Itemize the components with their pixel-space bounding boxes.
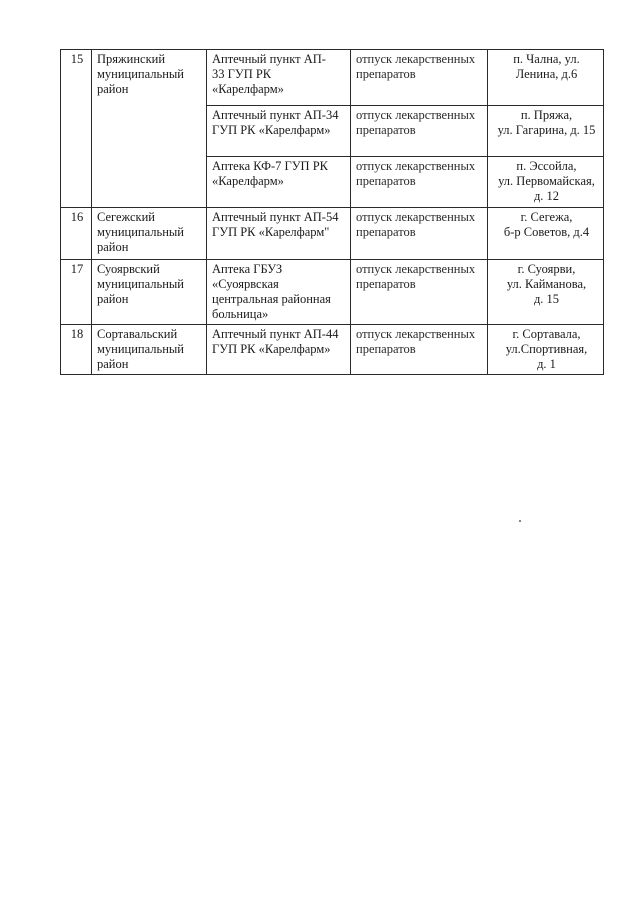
activity-line: отпуск лекарственных xyxy=(356,327,476,341)
activity-cell xyxy=(351,50,488,106)
activity-line: отпуск лекарственных xyxy=(356,159,476,173)
district-cell xyxy=(92,50,207,208)
activity-line: отпуск лекарственных xyxy=(356,262,476,276)
district-line: Сортавальский xyxy=(97,327,178,341)
table-row xyxy=(61,50,604,106)
activity-line: отпуск лекарственных xyxy=(356,210,476,224)
activity-cell xyxy=(351,208,488,260)
district-cell xyxy=(92,260,207,325)
name-line: ГУП РК «Карелфарм» xyxy=(212,123,331,137)
name-line: «Карелфарм» xyxy=(212,174,284,188)
name-line: Аптека ГБУЗ xyxy=(212,262,283,276)
district-cell xyxy=(92,208,207,260)
address-line: ул. Кайманова, xyxy=(506,277,587,291)
address-line: ул.Спортивная, xyxy=(505,342,588,356)
activity-cell xyxy=(351,106,488,157)
address-cell xyxy=(488,50,604,106)
name-line: Аптечный пункт АП- xyxy=(212,52,326,66)
address-cell xyxy=(488,106,604,157)
address-cell xyxy=(488,208,604,260)
address-line: Ленина, д.6 xyxy=(515,67,578,81)
name-line: ГУП РК «Карелфарм" xyxy=(212,225,330,239)
name-line: «Суоярвская xyxy=(212,277,279,291)
address-line: п. Чална, ул. xyxy=(513,52,580,66)
district-line: муниципальный xyxy=(97,277,184,291)
address-cell xyxy=(488,157,604,208)
table-row xyxy=(61,325,604,375)
district-line: муниципальный xyxy=(97,67,184,81)
district-line: район xyxy=(97,357,129,371)
address-line: д. 12 xyxy=(533,189,560,203)
activity-line: отпуск лекарственных xyxy=(356,52,476,66)
pharmacy-name-cell xyxy=(207,157,351,208)
row-number: 17 xyxy=(61,260,92,325)
address-line: г. Суоярви, xyxy=(517,262,576,276)
name-line: центральная районная xyxy=(212,292,331,306)
scan-speck xyxy=(519,520,521,522)
district-line: район xyxy=(97,292,129,306)
activity-line: препаратов xyxy=(356,174,416,188)
pharmacy-name-cell xyxy=(207,106,351,157)
district-line: Сегежский xyxy=(97,210,155,224)
activity-line: препаратов xyxy=(356,342,416,356)
activity-line: отпуск лекарственных xyxy=(356,108,476,122)
district-line: район xyxy=(97,82,129,96)
activity-line: препаратов xyxy=(356,123,416,137)
name-line: 33 ГУП РК xyxy=(212,67,272,81)
district-line: муниципальный xyxy=(97,225,184,239)
address-line: ул. Гагарина, д. 15 xyxy=(497,123,596,137)
address-line: п. Эссойла, xyxy=(516,159,577,173)
pharmacy-name-cell xyxy=(207,50,351,106)
activity-line: препаратов xyxy=(356,277,416,291)
table-row xyxy=(61,208,604,260)
row-number: 16 xyxy=(61,208,92,260)
district-line: Суоярвский xyxy=(97,262,160,276)
district-line: район xyxy=(97,240,129,254)
name-line: Аптека КФ-7 ГУП РК xyxy=(212,159,329,173)
address-cell xyxy=(488,260,604,325)
activity-cell xyxy=(351,260,488,325)
pharmacy-name-cell xyxy=(207,208,351,260)
pharmacy-name-cell xyxy=(207,260,351,325)
address-line: б-р Советов, д.4 xyxy=(503,225,590,239)
name-line: Аптечный пункт АП-44 xyxy=(212,327,339,341)
name-line: Аптечный пункт АП-34 xyxy=(212,108,339,122)
address-line: д. 15 xyxy=(533,292,560,306)
address-line: г. Сортавала, xyxy=(512,327,581,341)
activity-line: препаратов xyxy=(356,67,416,81)
district-line: Пряжинский xyxy=(97,52,166,66)
name-line: Аптечный пункт АП-54 xyxy=(212,210,339,224)
pharmacy-table xyxy=(60,49,604,375)
table-row xyxy=(61,260,604,325)
address-line: ул. Первомайская, xyxy=(498,174,595,188)
address-line: г. Сегежа, xyxy=(520,210,573,224)
row-number: 15 xyxy=(61,50,92,208)
district-cell xyxy=(92,325,207,375)
activity-cell xyxy=(351,325,488,375)
row-number: 18 xyxy=(61,325,92,375)
district-line: муниципальный xyxy=(97,342,184,356)
activity-line: препаратов xyxy=(356,225,416,239)
address-line: п. Пряжа, xyxy=(520,108,573,122)
activity-cell xyxy=(351,157,488,208)
address-cell xyxy=(488,325,604,375)
name-line: «Карелфарм» xyxy=(212,82,284,96)
address-line: д. 1 xyxy=(537,357,556,371)
pharmacy-name-cell xyxy=(207,325,351,375)
name-line: больница» xyxy=(212,307,269,321)
name-line: ГУП РК «Карелфарм» xyxy=(212,342,331,356)
